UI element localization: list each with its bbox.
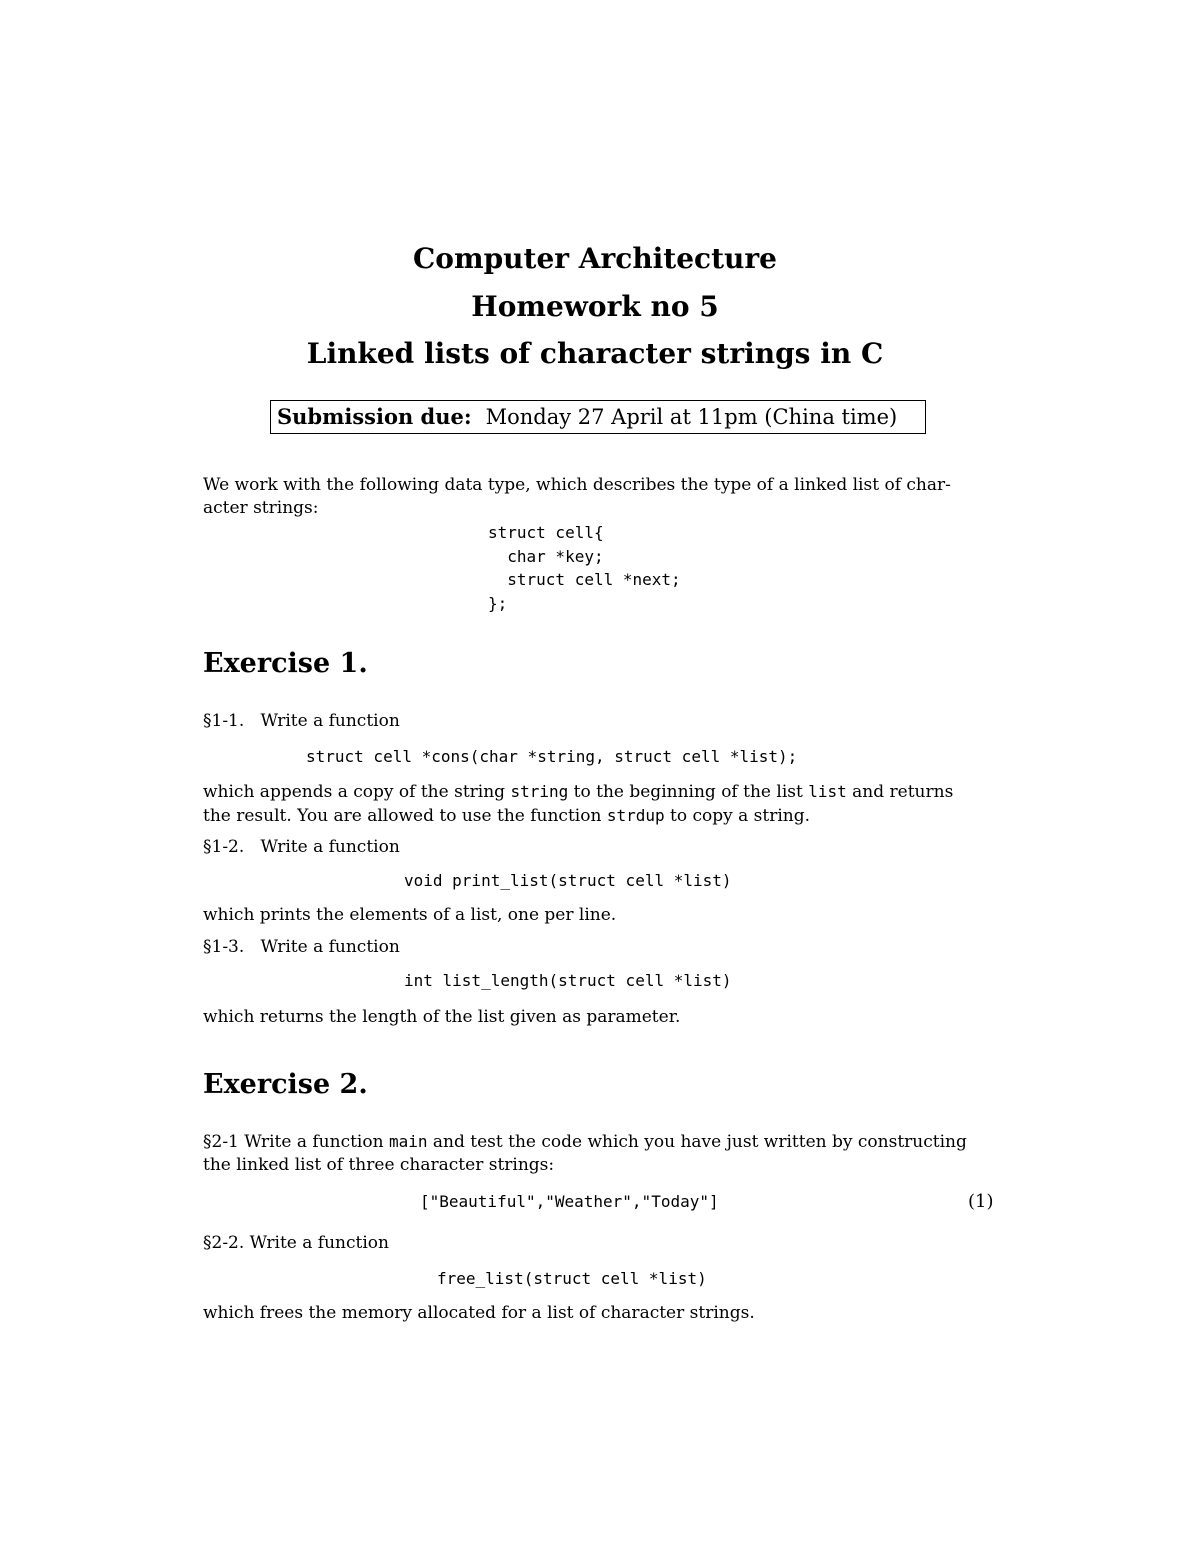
- section-1-2: [203, 836, 400, 859]
- text: which appends a copy of the string: [203, 782, 511, 802]
- intro-line: acter strings:: [203, 498, 319, 518]
- inline-code: string: [510, 782, 569, 801]
- document-subtitle: Linked lists of character strings in C: [306, 337, 884, 370]
- cons-signature: struct cell *cons(char *string, struct cell *list);: [306, 747, 798, 766]
- section-label: §1-1.: [203, 711, 245, 731]
- equation-list: ["Beautiful","Weather","Today"]: [420, 1192, 719, 1211]
- text: to the beginning of the list: [568, 782, 809, 802]
- section-intro: Write a function: [260, 837, 400, 857]
- text: the linked list of three character strings:: [203, 1155, 555, 1175]
- exercise-1-heading: Exercise 1.: [203, 648, 368, 679]
- code-line: struct cell{: [488, 523, 604, 542]
- section-label: §1-3.: [203, 937, 245, 957]
- exercise-2-heading: Exercise 2.: [203, 1069, 368, 1100]
- section-1-3: [203, 936, 400, 959]
- text: and returns: [846, 782, 954, 802]
- free-list-description: which frees the memory allocated for a list of character strings.: [203, 1303, 755, 1323]
- document-title: Computer Architecture: [413, 242, 777, 275]
- homework-number: Homework no 5: [471, 290, 719, 323]
- text: the result. You are allowed to use the function: [203, 806, 607, 826]
- text: §2-1 Write a function: [203, 1132, 389, 1152]
- cons-description: [203, 780, 998, 828]
- section-2-1: [203, 1130, 998, 1177]
- section-label: §1-2.: [203, 837, 245, 857]
- struct-definition: [488, 521, 681, 615]
- code-line: char *key;: [488, 546, 604, 566]
- free-list-signature: free_list(struct cell *list): [437, 1269, 707, 1288]
- submission-label: Submission due:: [277, 404, 472, 429]
- submission-box: [270, 400, 926, 434]
- text: to copy a string.: [664, 806, 811, 826]
- inline-code: list: [808, 782, 847, 801]
- submission-date: Monday 27 April at 11pm (China time): [485, 405, 898, 429]
- inline-code: strdup: [606, 806, 665, 825]
- list-length-description: which returns the length of the list given as parameter.: [203, 1007, 681, 1027]
- section-intro: Write a function: [260, 937, 400, 957]
- equation-number: (1): [968, 1191, 994, 1212]
- intro-line: We work with the following data type, which describes the type of a linked list of char-: [203, 475, 951, 495]
- list-length-signature: int list_length(struct cell *list): [404, 971, 732, 990]
- print-list-description: which prints the elements of a list, one per line.: [203, 905, 617, 925]
- inline-code: main: [388, 1132, 428, 1151]
- intro-paragraph: [203, 474, 998, 520]
- section-1-1: [203, 710, 400, 733]
- section-intro: Write a function: [260, 711, 400, 731]
- code-line: };: [488, 593, 508, 613]
- print-list-signature: void print_list(struct cell *list): [404, 871, 732, 890]
- section-2-2: §2-2. Write a function: [203, 1233, 389, 1253]
- code-line: struct cell *next;: [488, 570, 681, 589]
- text: and test the code which you have just written by constructing: [427, 1132, 967, 1152]
